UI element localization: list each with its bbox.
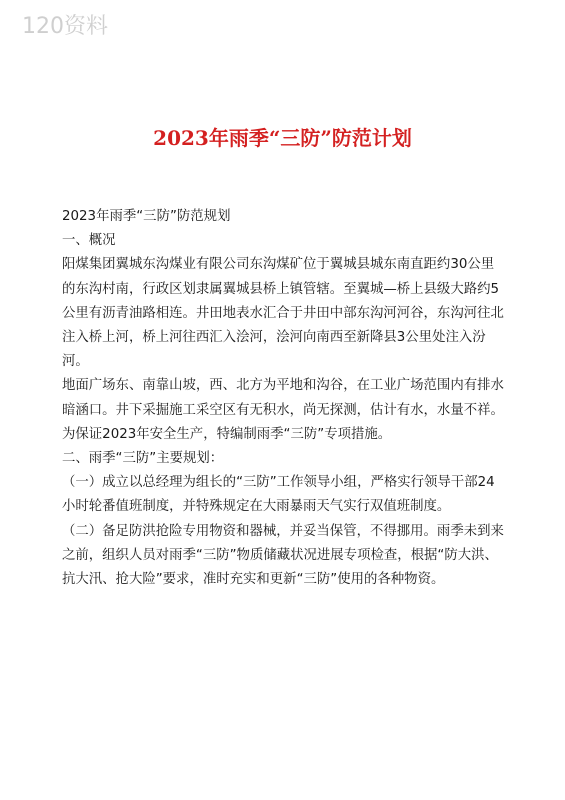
subtitle-paragraph: 2023年雨季“三防”防范规划	[62, 209, 231, 224]
plan-item-2: （二）备足防洪抢险专用物资和器械，并妥当保管，不得挪用。雨季未到来之前，组织人员对雨季“三防”物质储藏状况进展专项检查，根据“防大洪、抗大汛、抢大险”要求，准时充实和更新“三防”使用的各种物资。	[62, 523, 504, 588]
document-body	[62, 205, 507, 592]
overview-paragraph-location: 阳煤集团翼城东沟煤业有限公司东沟煤矿位于翼城县城东南直距约30公里的东沟村南，行政区划隶属翼城县桥上镇管辖。至翼城—桥上县级大路约5公里有沥青油路相连。井田地表水汇合于井田中部东沟河河谷，东沟河往北注入桥上河，桥上河往西汇入浍河，浍河向南西至新降县3公里处注入汾河。	[62, 257, 504, 370]
watermark: 120资料	[22, 14, 108, 39]
document-title: 2023年雨季“三防”防范计划	[153, 126, 412, 150]
plan-item-1: （一）成立以总经理为组长的“三防”工作领导小组，严格实行领导干部24小时轮番值班制度，并特殊规定在大雨暴雨天气实行双值班制度。	[62, 475, 495, 515]
section-heading-overview: 一、概况	[62, 233, 116, 249]
section-heading-plan: 二、雨季“三防”主要规划：	[62, 451, 224, 467]
overview-paragraph-site: 地面广场东、南靠山坡，西、北方为平地和沟谷，在工业广场范围内有排水暗涵口。井下采掘施工采空区有无积水，尚无探测，估计有水，水量不祥。为保证2023年安全生产，特编制雨季“三防”专项措施。	[62, 378, 504, 442]
